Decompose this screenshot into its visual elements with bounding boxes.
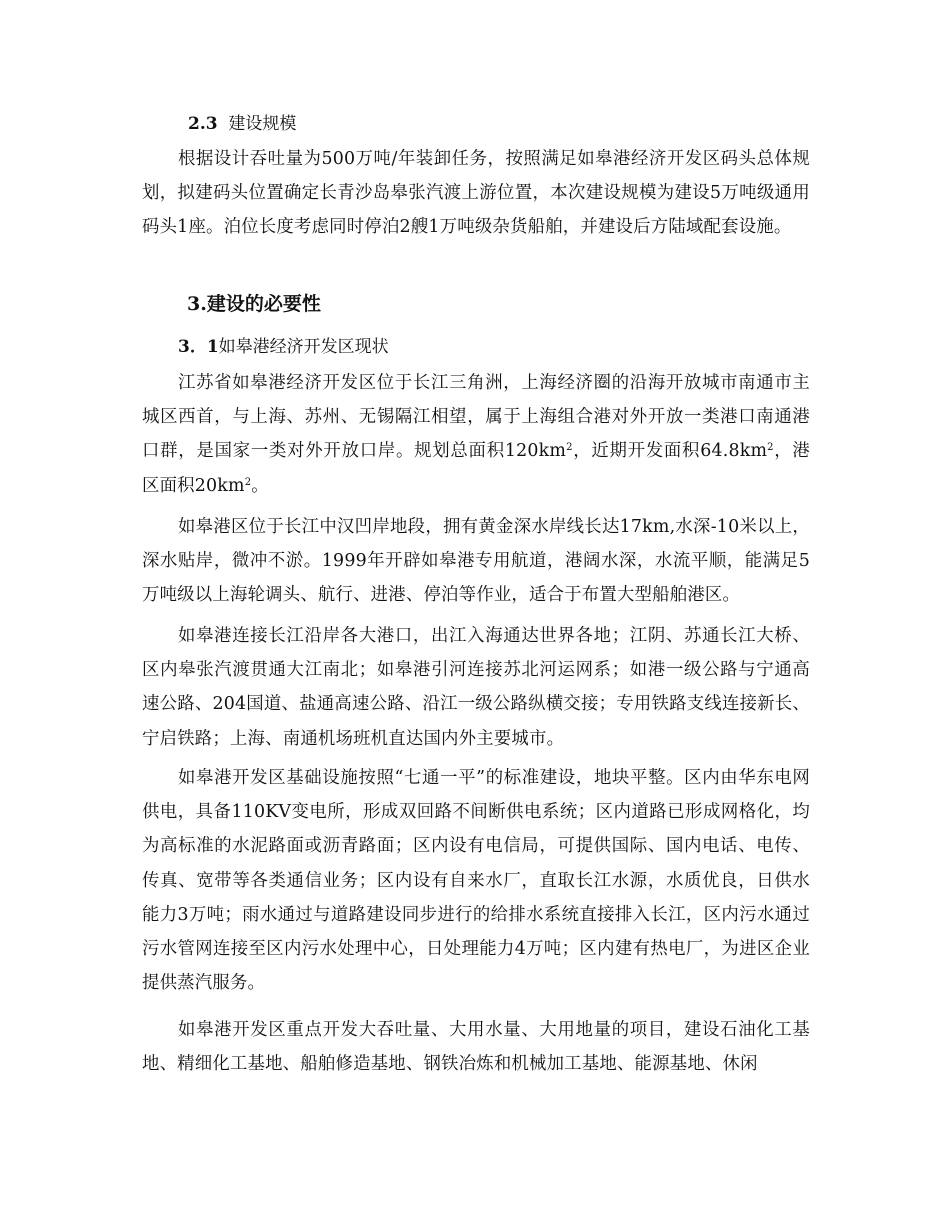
section-heading-2-3 (188, 112, 296, 136)
superscript: 2 (566, 442, 573, 454)
paragraph-text: 。 (251, 475, 269, 496)
section-title: 建设规模 (228, 114, 297, 134)
superscript: 2 (244, 476, 252, 488)
paragraph-text: ，港区面积20km (142, 441, 810, 496)
section-number: 2.3 (188, 114, 218, 134)
paragraph-location (142, 366, 810, 503)
superscript: 2 (767, 442, 774, 454)
section-title: 如皋港经济开发区现状 (218, 337, 389, 357)
paragraph-text: ，近期开发面积64.8km (572, 441, 768, 462)
section-heading-3: 3.建设的必要性 (187, 293, 321, 315)
section-heading-3-1 (178, 335, 389, 359)
paragraph-development-focus: 如皋港开发区重点开发大吞吐量、大用水量、大用地量的项目，建设石油化工基地、精细化工基地、船舶修造基地、钢铁冶炼和机械加工基地、能源基地、休闲 (142, 1020, 810, 1075)
paragraph-text: 江苏省如皋港经济开发区位于长江三角洲，上海经济圈的沿海开放城市南通市主城区西首，与上海、苏州、无锡隔江相望，属于上海组合港对外开放一类港口南通港口群，是国家一类对外开放口岸。规划总面积120km (142, 373, 810, 462)
paragraph-port-area: 如皋港区位于长江中汉凹岸地段，拥有黄金深水岸线长达17km,水深-10米以上，深水贴岸，微冲不淤。1999年开辟如皋港专用航道，港阔水深，水流平顺，能满足5万吨级以上海轮调头、航行、进港、停泊等作业，适合于布置大型船舶港区。 (142, 517, 810, 606)
paragraph-construction-scale: 根据设计吞吐量为500万吨/年装卸任务，按照满足如皋港经济开发区码头总体规划，拟建码头位置确定长青沙岛皋张汽渡上游位置，本次建设规模为建设5万吨级通用码头1座。泊位长度考虑同时停泊2艘1万吨级杂货船舶，并建设后方陆域配套设施。 (142, 149, 810, 238)
paragraph-infrastructure: 如皋港开发区基础设施按照“七通一平”的标准建设，地块平整。区内由华东电网供电，具备110KV变电所，形成双回路不间断供电系统；区内道路已形成网格化，均为高标准的水泥路面或沥青路面；区内设有电信局，可提供国际、国内电话、电传、传真、宽带等各类通信业务；区内设有自来水厂，直取长江水源，水质优良，日供水能力3万吨；雨水通过与道路建设同步进行的给排水系统直接排入长江，区内污水通过污水管网连接至区内污水处理中心，日处理能力4万吨；区内建有热电厂，为进区企业提供蒸汽服务。 (142, 768, 810, 994)
paragraph-transport: 如皋港连接长江沿岸各大港口，出江入海通达世界各地；江阴、苏通长江大桥、区内皋张汽渡贯通大江南北；如皋港引河连接苏北河运网系；如港一级公路与宁通高速公路、204国道、盐通高速公路、沿江一级公路纵横交接；专用铁路支线连接新长、宁启铁路；上海、南通机场班机直达国内外主要城市。 (142, 626, 810, 749)
section-number: 3．1 (178, 337, 219, 357)
